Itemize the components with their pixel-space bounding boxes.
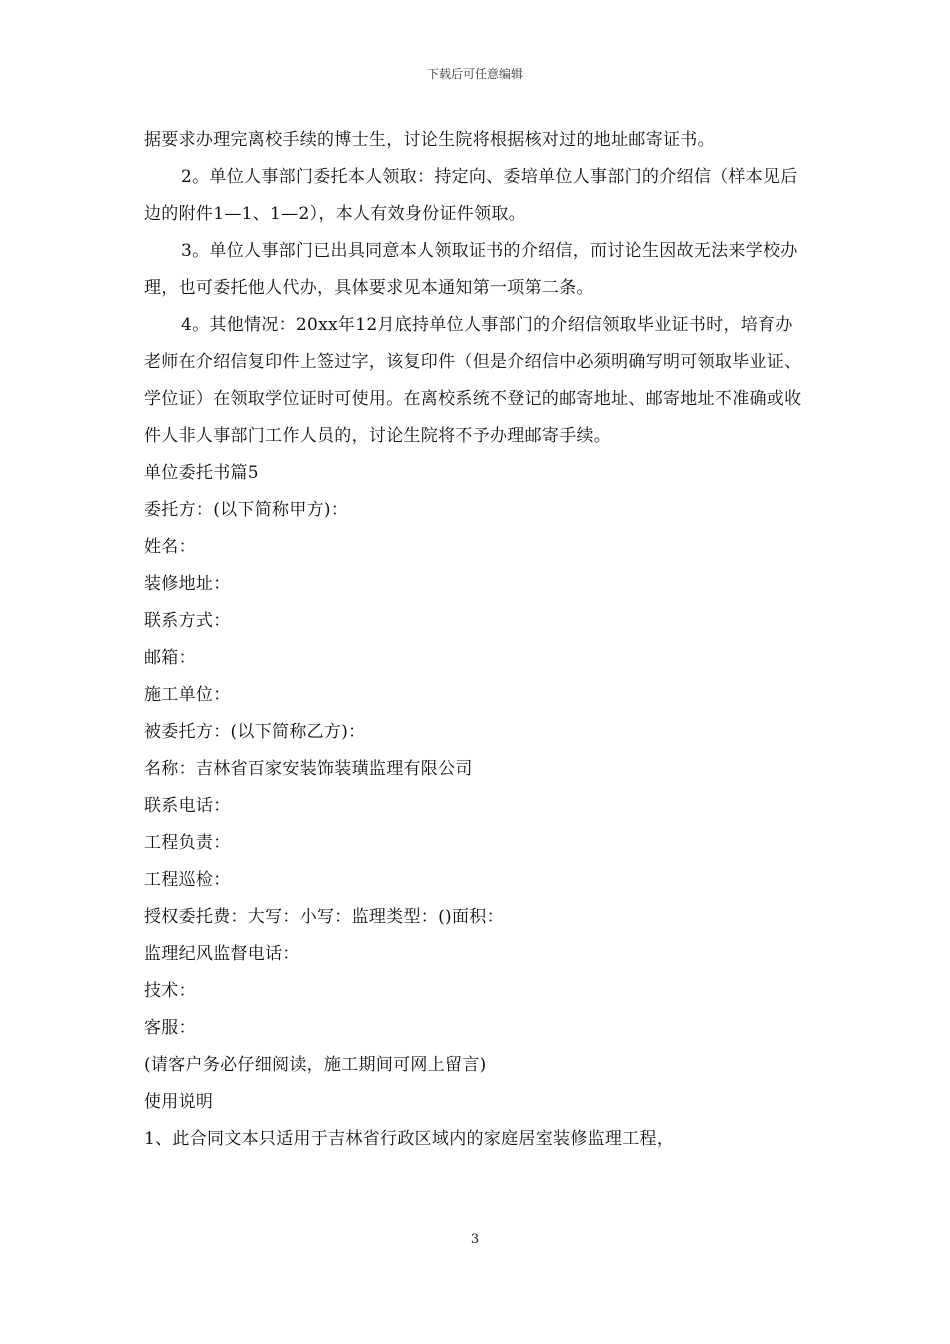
field-customer-service: 客服： xyxy=(144,1018,196,1038)
field-contact-method: 联系方式： xyxy=(144,611,231,631)
paragraph-item-4: 4。其他情况：20xx年12月底持单位人事部门的介绍信领取毕业证书时，培育办老师在介绍信复印件上签过字，该复印件（但是介绍信中必须明确写明可领取毕业证、学位证）在领取学位证时可使用。在离校系统不登记的邮寄地址、邮寄地址不准确或收件人非人事部门工作人员的，讨论生院将不予办理邮寄手续。 xyxy=(144,315,802,446)
usage-item-1: 1、此合同文本只适用于吉林省行政区域内的家庭居室装修监理工程， xyxy=(144,1129,675,1149)
usage-heading: 使用说明 xyxy=(144,1092,214,1112)
field-principal: 委托方：(以下简称甲方)： xyxy=(144,500,349,520)
field-email: 邮箱： xyxy=(144,648,196,668)
field-decoration-address: 装修地址： xyxy=(144,574,231,594)
field-project-manager: 工程负责： xyxy=(144,833,231,853)
field-supervision-phone: 监理纪风监督电话： xyxy=(144,944,300,964)
field-phone: 联系电话： xyxy=(144,796,231,816)
field-company-name: 名称：吉林省百家安装饰装璜监理有限公司 xyxy=(144,759,473,779)
field-construction-unit: 施工单位： xyxy=(144,685,231,705)
document-body xyxy=(144,122,809,1158)
field-agent: 被委托方：(以下简称乙方)： xyxy=(144,722,366,742)
page-number: 3 xyxy=(470,1232,480,1247)
field-project-inspection: 工程巡检： xyxy=(144,870,231,890)
section-title: 单位委托书篇5 xyxy=(144,463,259,483)
paragraph-continuation: 据要求办理完离校手续的博士生，讨论生院将根据核对过的地址邮寄证书。 xyxy=(144,130,715,150)
page-header: 下载后可任意编辑 xyxy=(426,67,523,81)
field-name: 姓名： xyxy=(144,537,196,557)
field-technical: 技术： xyxy=(144,981,196,1001)
paragraph-item-2: 2。单位人事部门委托本人领取：持定向、委培单位人事部门的介绍信（样本见后边的附件1—1、1—2），本人有效身份证件领取。 xyxy=(144,167,798,224)
paragraph-item-3: 3。单位人事部门已出具同意本人领取证书的介绍信，而讨论生因故无法来学校办理，也可委托他人代办，具体要求见本通知第一项第二条。 xyxy=(144,241,798,298)
field-fee: 授权委托费：大写：小写：监理类型：()面积： xyxy=(144,907,504,927)
notice-line: (请客户务必仔细阅读，施工期间可网上留言) xyxy=(144,1055,487,1075)
